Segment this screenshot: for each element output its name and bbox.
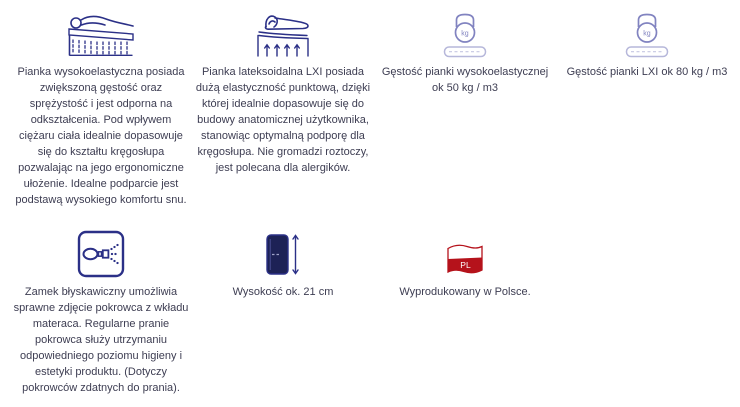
feature-item	[192, 220, 374, 396]
poland-flag-icon	[445, 232, 485, 278]
pl-label: PL	[460, 259, 471, 270]
feature-text: Zamek błyskawiczny umożliwia sprawne zdjęcie pokrowca z wkładu materaca. Regularne pranie pokrowca służy utrzymaniu odpowiedniego poziomu higieny i estetyki produktu. (Dotyczy pokrowców zdatnych do prania).	[13, 286, 189, 394]
feature-item	[556, 0, 738, 208]
point-elasticity-icon	[254, 12, 312, 58]
kg-label: kg	[643, 30, 651, 38]
kettlebell-icon	[442, 12, 488, 58]
feature-text: Pianka lateksoidalna LXI posiada dużą elastyczność punktową, dzięki której idealnie dopasowuje się do budowy anatomicznej użytkownika, stanowiąc optymalną podporę dla kręgosłupa. Nie gromadzi roztoczy, jest polecana dla alergików.	[195, 66, 371, 174]
feature-item	[10, 220, 192, 396]
mattress-height-icon	[265, 232, 301, 278]
feature-text: Wysokość ok. 21 cm	[232, 286, 334, 298]
feature-text: Wyprodukowany w Polsce.	[399, 286, 531, 298]
feature-text: Gęstość pianki LXI ok 80 kg / m3	[566, 66, 728, 78]
feature-item	[374, 220, 556, 396]
kettlebell-icon	[624, 12, 670, 58]
feature-text: Gęstość pianki wysokoelastycznej ok 50 kg / m3	[381, 66, 549, 94]
sleeping-person-icon	[65, 12, 137, 58]
feature-item	[192, 0, 374, 208]
feature-item	[374, 0, 556, 208]
kg-label: kg	[461, 30, 469, 38]
feature-item	[10, 0, 192, 208]
feature-text: Pianka wysokoelastyczna posiada zwiększoną gęstość oraz sprężystość i jest odporna na odkształcenia. Pod wpływem ciężaru ciała idealnie dopasowuje się do kształtu kręgosłupa pozwalając na jego ergonomiczne ułożenie. Idealne podparcie jest podstawą wysokiego komfortu snu.	[15, 66, 187, 206]
zipper-icon	[77, 232, 125, 278]
